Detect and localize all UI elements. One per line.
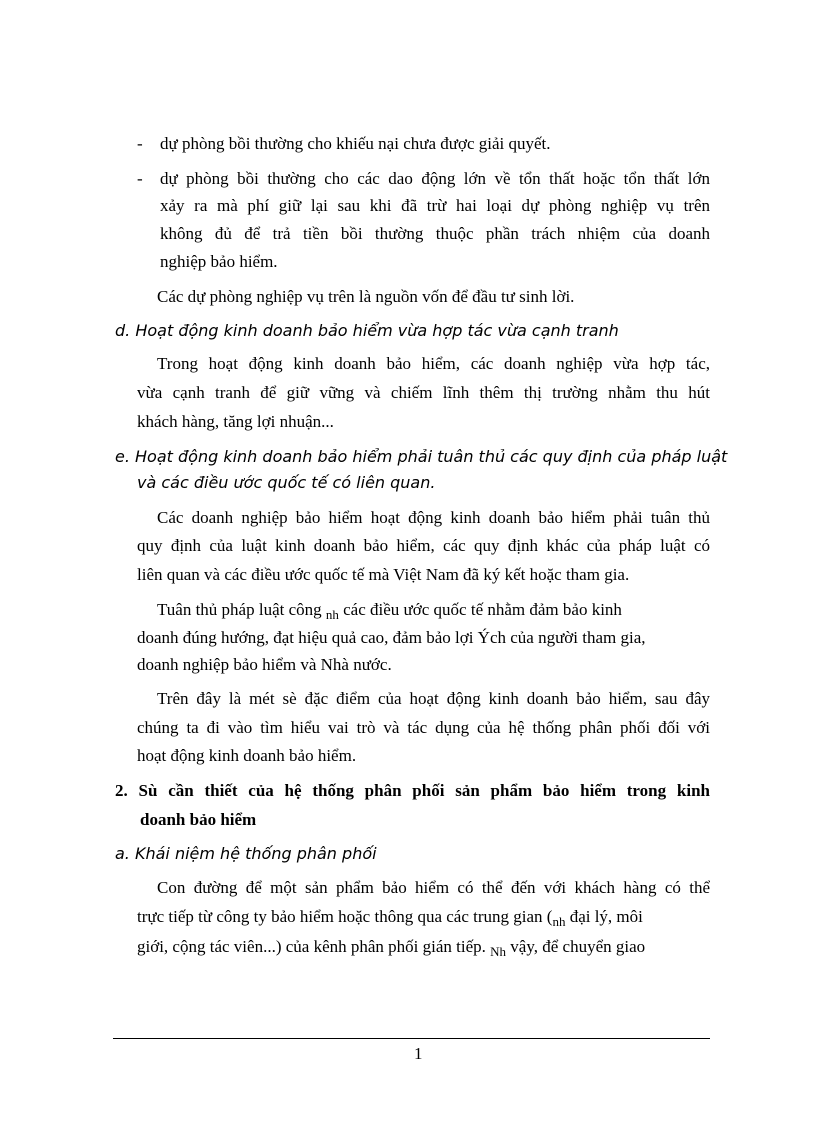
- bullet-text: không đủ để trả tiền bồi thường thuộc phần trách nhiệm của doanh: [160, 224, 710, 243]
- section-heading-e: và các điều ước quốc tế có liên quan.: [137, 473, 436, 492]
- section-heading-2: doanh bảo hiểm: [140, 810, 257, 829]
- paragraph-line: doanh đúng hướng, đạt hiệu quả cao, đảm bảo lợi Ých của người tham gia,: [137, 628, 646, 647]
- bullet-dash: -: [137, 169, 143, 188]
- bullet-text: xảy ra mà phí giữ lại sau khi đã trừ hai loại dự phòng nghiệp vụ trên: [160, 196, 710, 215]
- bullet-dash: -: [137, 134, 143, 153]
- text-span: nh: [552, 914, 566, 929]
- text-span: giới, cộng tác viên...) của kênh phân phối gián tiếp.: [137, 937, 486, 956]
- footer-rule: [113, 1038, 710, 1039]
- paragraph-line: [157, 600, 622, 621]
- paragraph-line: Trong hoạt động kinh doanh bảo hiểm, các doanh nghiệp vừa hợp tác,: [157, 354, 710, 373]
- paragraph-line: [137, 937, 645, 958]
- bullet-text: nghiệp bảo hiểm.: [160, 252, 278, 271]
- paragraph-line: quy định của luật kinh doanh bảo hiểm, các quy định khác của pháp luật có: [137, 536, 710, 555]
- section-heading-e: e. Hoạt động kinh doanh bảo hiểm phải tuân thủ các quy định của pháp luật: [115, 447, 728, 466]
- section-heading-d: d. Hoạt động kinh doanh bảo hiểm vừa hợp tác vừa cạnh tranh: [115, 321, 619, 340]
- page-number: 1: [414, 1044, 423, 1063]
- text-span: trực tiếp từ công ty bảo hiểm hoặc thông qua các trung gian (: [137, 907, 553, 926]
- paragraph-line: chúng ta đi vào tìm hiểu vai trò và tác dụng của hệ thống phân phối đối với: [137, 718, 710, 737]
- section-heading-2: 2. Sù cần thiết của hệ thống phân phối sản phẩm bảo hiểm trong kinh: [115, 781, 710, 800]
- paragraph-line: khách hàng, tăng lợi nhuận...: [137, 412, 334, 431]
- bullet-text: dự phòng bồi thường cho khiếu nại chưa được giải quyết.: [160, 134, 551, 153]
- text-span: đại lý, môi: [565, 907, 643, 926]
- text-span: Nh: [490, 944, 507, 959]
- paragraph-line: hoạt động kinh doanh bảo hiểm.: [137, 746, 357, 765]
- paragraph-line: doanh nghiệp bảo hiểm và Nhà nước.: [137, 655, 392, 674]
- bullet-text: dự phòng bồi thường cho các dao động lớn về tổn thất hoặc tổn thất lớn: [160, 169, 710, 188]
- paragraph-line: [137, 907, 643, 928]
- paragraph-line: liên quan và các điều ước quốc tế mà Việt Nam đã ký kết hoặc tham gia.: [137, 565, 630, 584]
- paragraph-line: Các doanh nghiệp bảo hiểm hoạt động kinh doanh bảo hiểm phải tuân thủ: [157, 508, 710, 527]
- text-span: nh: [325, 607, 339, 622]
- text-span: các điều ước quốc tế nhằm đảm bảo kinh: [343, 600, 622, 619]
- paragraph-line: Con đường để một sản phẩm bảo hiểm có thể đến với khách hàng có thể: [157, 878, 710, 897]
- paragraph-line: vừa cạnh tranh để giữ vững và chiếm lĩnh thêm thị trường nhằm thu hút: [137, 383, 710, 402]
- paragraph-line: Các dự phòng nghiệp vụ trên là nguồn vốn để đầu tư sinh lời.: [157, 287, 575, 306]
- text-span: Tuân thủ pháp luật công: [157, 600, 322, 619]
- section-heading-a: a. Khái niệm hệ thống phân phối: [115, 844, 377, 863]
- text-span: vậy, để chuyển giao: [506, 937, 646, 956]
- paragraph-line: Trên đây là mét sè đặc điểm của hoạt động kinh doanh bảo hiểm, sau đây: [157, 689, 710, 708]
